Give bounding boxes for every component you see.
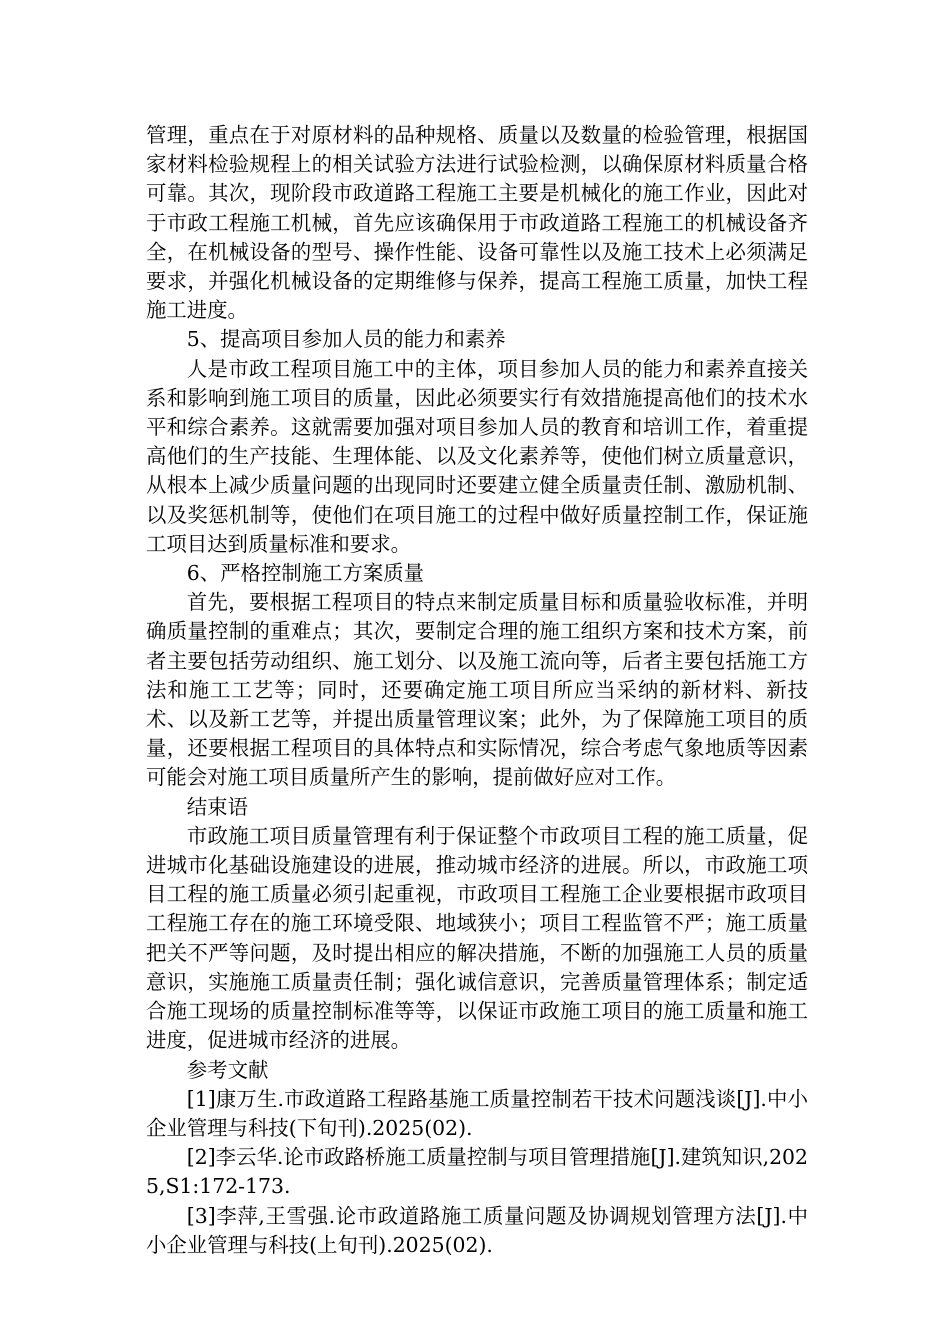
references-heading: 参考文献: [186, 1057, 269, 1082]
document-page: [146, 121, 808, 1260]
reference-item: [1]康万生.市政道路工程路基施工质量控制若干技术问题浅谈[J].中小企业管理与科技(下旬刊).2025(02).: [146, 1086, 808, 1140]
section-heading-5: 5、提高项目参加人员的能力和素养: [186, 327, 506, 352]
section-heading-6: 6、严格控制施工方案质量: [186, 561, 425, 586]
reference-item: [3]李萍,王雪强.论市政道路施工质量问题及协调规划管理方法[J].中小企业管理与科技(上旬刊).2025(02).: [146, 1203, 808, 1257]
conclusion-paragraph: 市政施工项目质量管理有利于保证整个市政项目工程的施工质量，促进城市化基础设施建设的进展，推动城市经济的进展。所以，市政施工项目工程的施工质量必须引起重视，市政项目工程施工企业要根据市政项目工程施工存在的施工环境受限、地域狭小；项目工程监管不严；施工质量把关不严等问题，及时提出相应的解决措施，不断的加强施工人员的质量意识，实施施工质量责任制；强化诚信意识，完善质量管理体系；制定适合施工现场的质量控制标准等等，以保证市政施工项目的施工质量和施工进度，促进城市经济的进展。: [146, 823, 808, 1053]
body-paragraph: 人是市政工程项目施工中的主体，项目参加人员的能力和素养直接关系和影响到施工项目的质量，因此必须要实行有效措施提高他们的技术水平和综合素养。这就需要加强对项目参加人员的教育和培训工作，着重提高他们的生产技能、生理体能、以及文化素养等，使他们树立质量意识，从根本上减少质量问题的出现同时还要建立健全质量责任制、激励机制、以及奖惩机制等，使他们在项目施工的过程中做好质量控制工作，保证施工项目达到质量标准和要求。: [146, 356, 808, 556]
conclusion-heading: 结束语: [186, 794, 248, 819]
body-paragraph: 首先，要根据工程项目的特点来制定质量目标和质量验收标准，并明确质量控制的重难点；其次，要制定合理的施工组织方案和技术方案，前者主要包括劳动组织、施工划分、以及施工流向等，后者主要包括施工方法和施工工艺等；同时，还要确定施工项目所应当采纳的新材料、新技术、以及新工艺等，并提出质量管理议案；此外，为了保障施工项目的质量，还要根据工程项目的具体特点和实际情况，综合考虑气象地质等因素可能会对施工项目质量所产生的影响，提前做好应对工作。: [146, 590, 808, 790]
reference-item: [2]李云华.论市政路桥施工质量控制与项目管理措施[J].建筑知识,2025,S1:172-173.: [146, 1145, 808, 1199]
body-paragraph-continued: 管理，重点在于对原材料的品种规格、质量以及数量的检验管理，根据国家材料检验规程上的相关试验方法进行试验检测，以确保原材料质量合格可靠。其次，现阶段市政道路工程施工主要是机械化的施工作业，因此对于市政工程施工机械，首先应该确保用于市政道路工程施工的机械设备齐全，在机械设备的型号、操作性能、设备可靠性以及施工技术上必须满足要求，并强化机械设备的定期维修与保养，提高工程施工质量，加快工程施工进度。: [146, 123, 808, 323]
